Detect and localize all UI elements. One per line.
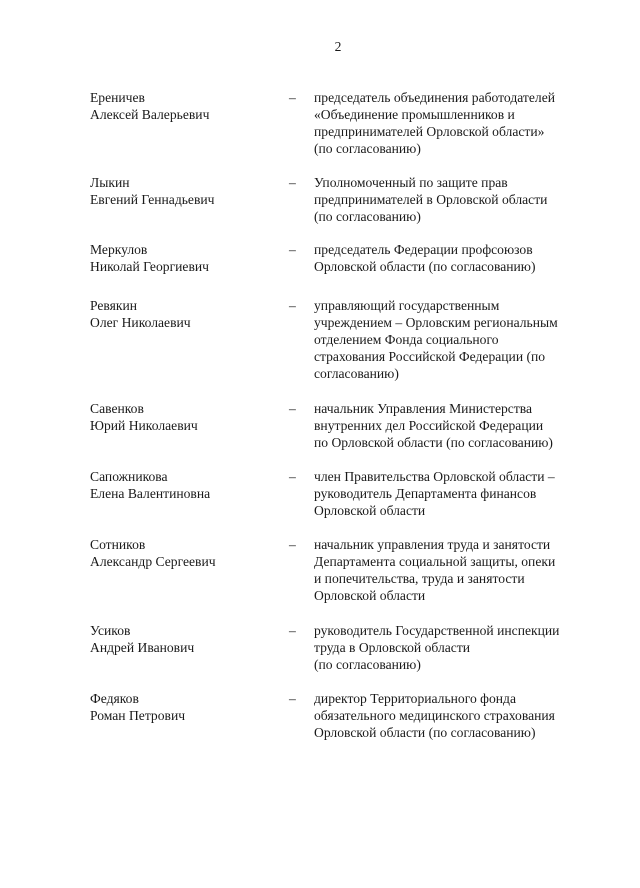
member-surname: Лыкин bbox=[90, 175, 130, 190]
member-name bbox=[90, 174, 280, 208]
member-surname: Меркулов bbox=[90, 242, 148, 257]
member-given-names: Евгений Геннадьевич bbox=[90, 192, 215, 207]
member-given-names: Николай Георгиевич bbox=[90, 259, 209, 274]
member-role bbox=[314, 297, 604, 382]
role-line: Уполномоченный по защите прав bbox=[314, 175, 508, 190]
member-surname: Федяков bbox=[90, 691, 139, 706]
member-given-names: Роман Петрович bbox=[90, 708, 186, 723]
member-surname: Сапожникова bbox=[90, 469, 168, 484]
role-line: внутренних дел Российской Федерации bbox=[314, 418, 544, 433]
role-line: председатель объединения работодателей bbox=[314, 90, 556, 105]
member-name bbox=[90, 400, 280, 434]
role-line: и попечительства, труда и занятости bbox=[314, 571, 525, 586]
member-role bbox=[314, 468, 604, 519]
member-name bbox=[90, 622, 280, 656]
member-role bbox=[314, 89, 604, 157]
member-role bbox=[314, 400, 604, 451]
role-line: начальник управления труда и занятости bbox=[314, 537, 551, 552]
separator-dash: – bbox=[289, 298, 296, 313]
role-line: начальник Управления Министерства bbox=[314, 401, 533, 416]
member-given-names: Александр Сергеевич bbox=[90, 554, 216, 569]
role-line: (по согласованию) bbox=[314, 209, 421, 224]
member-given-names: Алексей Валерьевич bbox=[90, 107, 210, 122]
role-line: (по согласованию) bbox=[314, 657, 421, 672]
role-line: руководитель Государственной инспекции bbox=[314, 623, 560, 638]
role-line: член Правительства Орловской области – bbox=[314, 469, 555, 484]
role-line: Орловской области (по согласованию) bbox=[314, 259, 536, 274]
member-name bbox=[90, 297, 280, 331]
separator-dash: – bbox=[289, 175, 296, 190]
member-name bbox=[90, 241, 280, 275]
role-line: труда в Орловской области bbox=[314, 640, 471, 655]
member-name bbox=[90, 468, 280, 502]
page-number: 2 bbox=[334, 39, 342, 54]
separator-dash: – bbox=[289, 401, 296, 416]
member-surname: Ревякин bbox=[90, 298, 138, 313]
member-role bbox=[314, 536, 604, 604]
role-line: учреждением – Орловским региональным bbox=[314, 315, 558, 330]
role-line: (по согласованию) bbox=[314, 141, 421, 156]
member-given-names: Юрий Николаевич bbox=[90, 418, 198, 433]
member-role bbox=[314, 690, 604, 741]
role-line: согласованию) bbox=[314, 366, 399, 381]
member-name bbox=[90, 89, 280, 123]
role-line: управляющий государственным bbox=[314, 298, 500, 313]
member-name bbox=[90, 690, 280, 724]
role-line: предпринимателей в Орловской области bbox=[314, 192, 548, 207]
role-line: Орловской области bbox=[314, 503, 426, 518]
separator-dash: – bbox=[289, 537, 296, 552]
separator-dash: – bbox=[289, 691, 296, 706]
role-line: «Объединение промышленников и bbox=[314, 107, 515, 122]
member-given-names: Елена Валентиновна bbox=[90, 486, 211, 501]
role-line: Орловской области (по согласованию) bbox=[314, 725, 536, 740]
role-line: руководитель Департамента финансов bbox=[314, 486, 537, 501]
role-line: обязательного медицинского страхования bbox=[314, 708, 555, 723]
role-line: отделением Фонда социального bbox=[314, 332, 499, 347]
role-line: Департамента социальной защиты, опеки bbox=[314, 554, 556, 569]
member-surname: Сотников bbox=[90, 537, 146, 552]
member-role bbox=[314, 174, 604, 225]
member-given-names: Олег Николаевич bbox=[90, 315, 191, 330]
role-line: директор Территориального фонда bbox=[314, 691, 516, 706]
separator-dash: – bbox=[289, 90, 296, 105]
member-surname: Савенков bbox=[90, 401, 144, 416]
separator-dash: – bbox=[289, 242, 296, 257]
separator-dash: – bbox=[289, 623, 296, 638]
separator-dash: – bbox=[289, 469, 296, 484]
member-surname: Ереничев bbox=[90, 90, 145, 105]
member-role bbox=[314, 622, 604, 673]
role-line: Орловской области bbox=[314, 588, 426, 603]
member-given-names: Андрей Иванович bbox=[90, 640, 195, 655]
member-surname: Усиков bbox=[90, 623, 131, 638]
member-name bbox=[90, 536, 280, 570]
member-role bbox=[314, 241, 604, 275]
role-line: председатель Федерации профсоюзов bbox=[314, 242, 533, 257]
role-line: предпринимателей Орловской области» bbox=[314, 124, 545, 139]
role-line: по Орловской области (по согласованию) bbox=[314, 435, 553, 450]
role-line: страхования Российской Федерации (по bbox=[314, 349, 546, 364]
